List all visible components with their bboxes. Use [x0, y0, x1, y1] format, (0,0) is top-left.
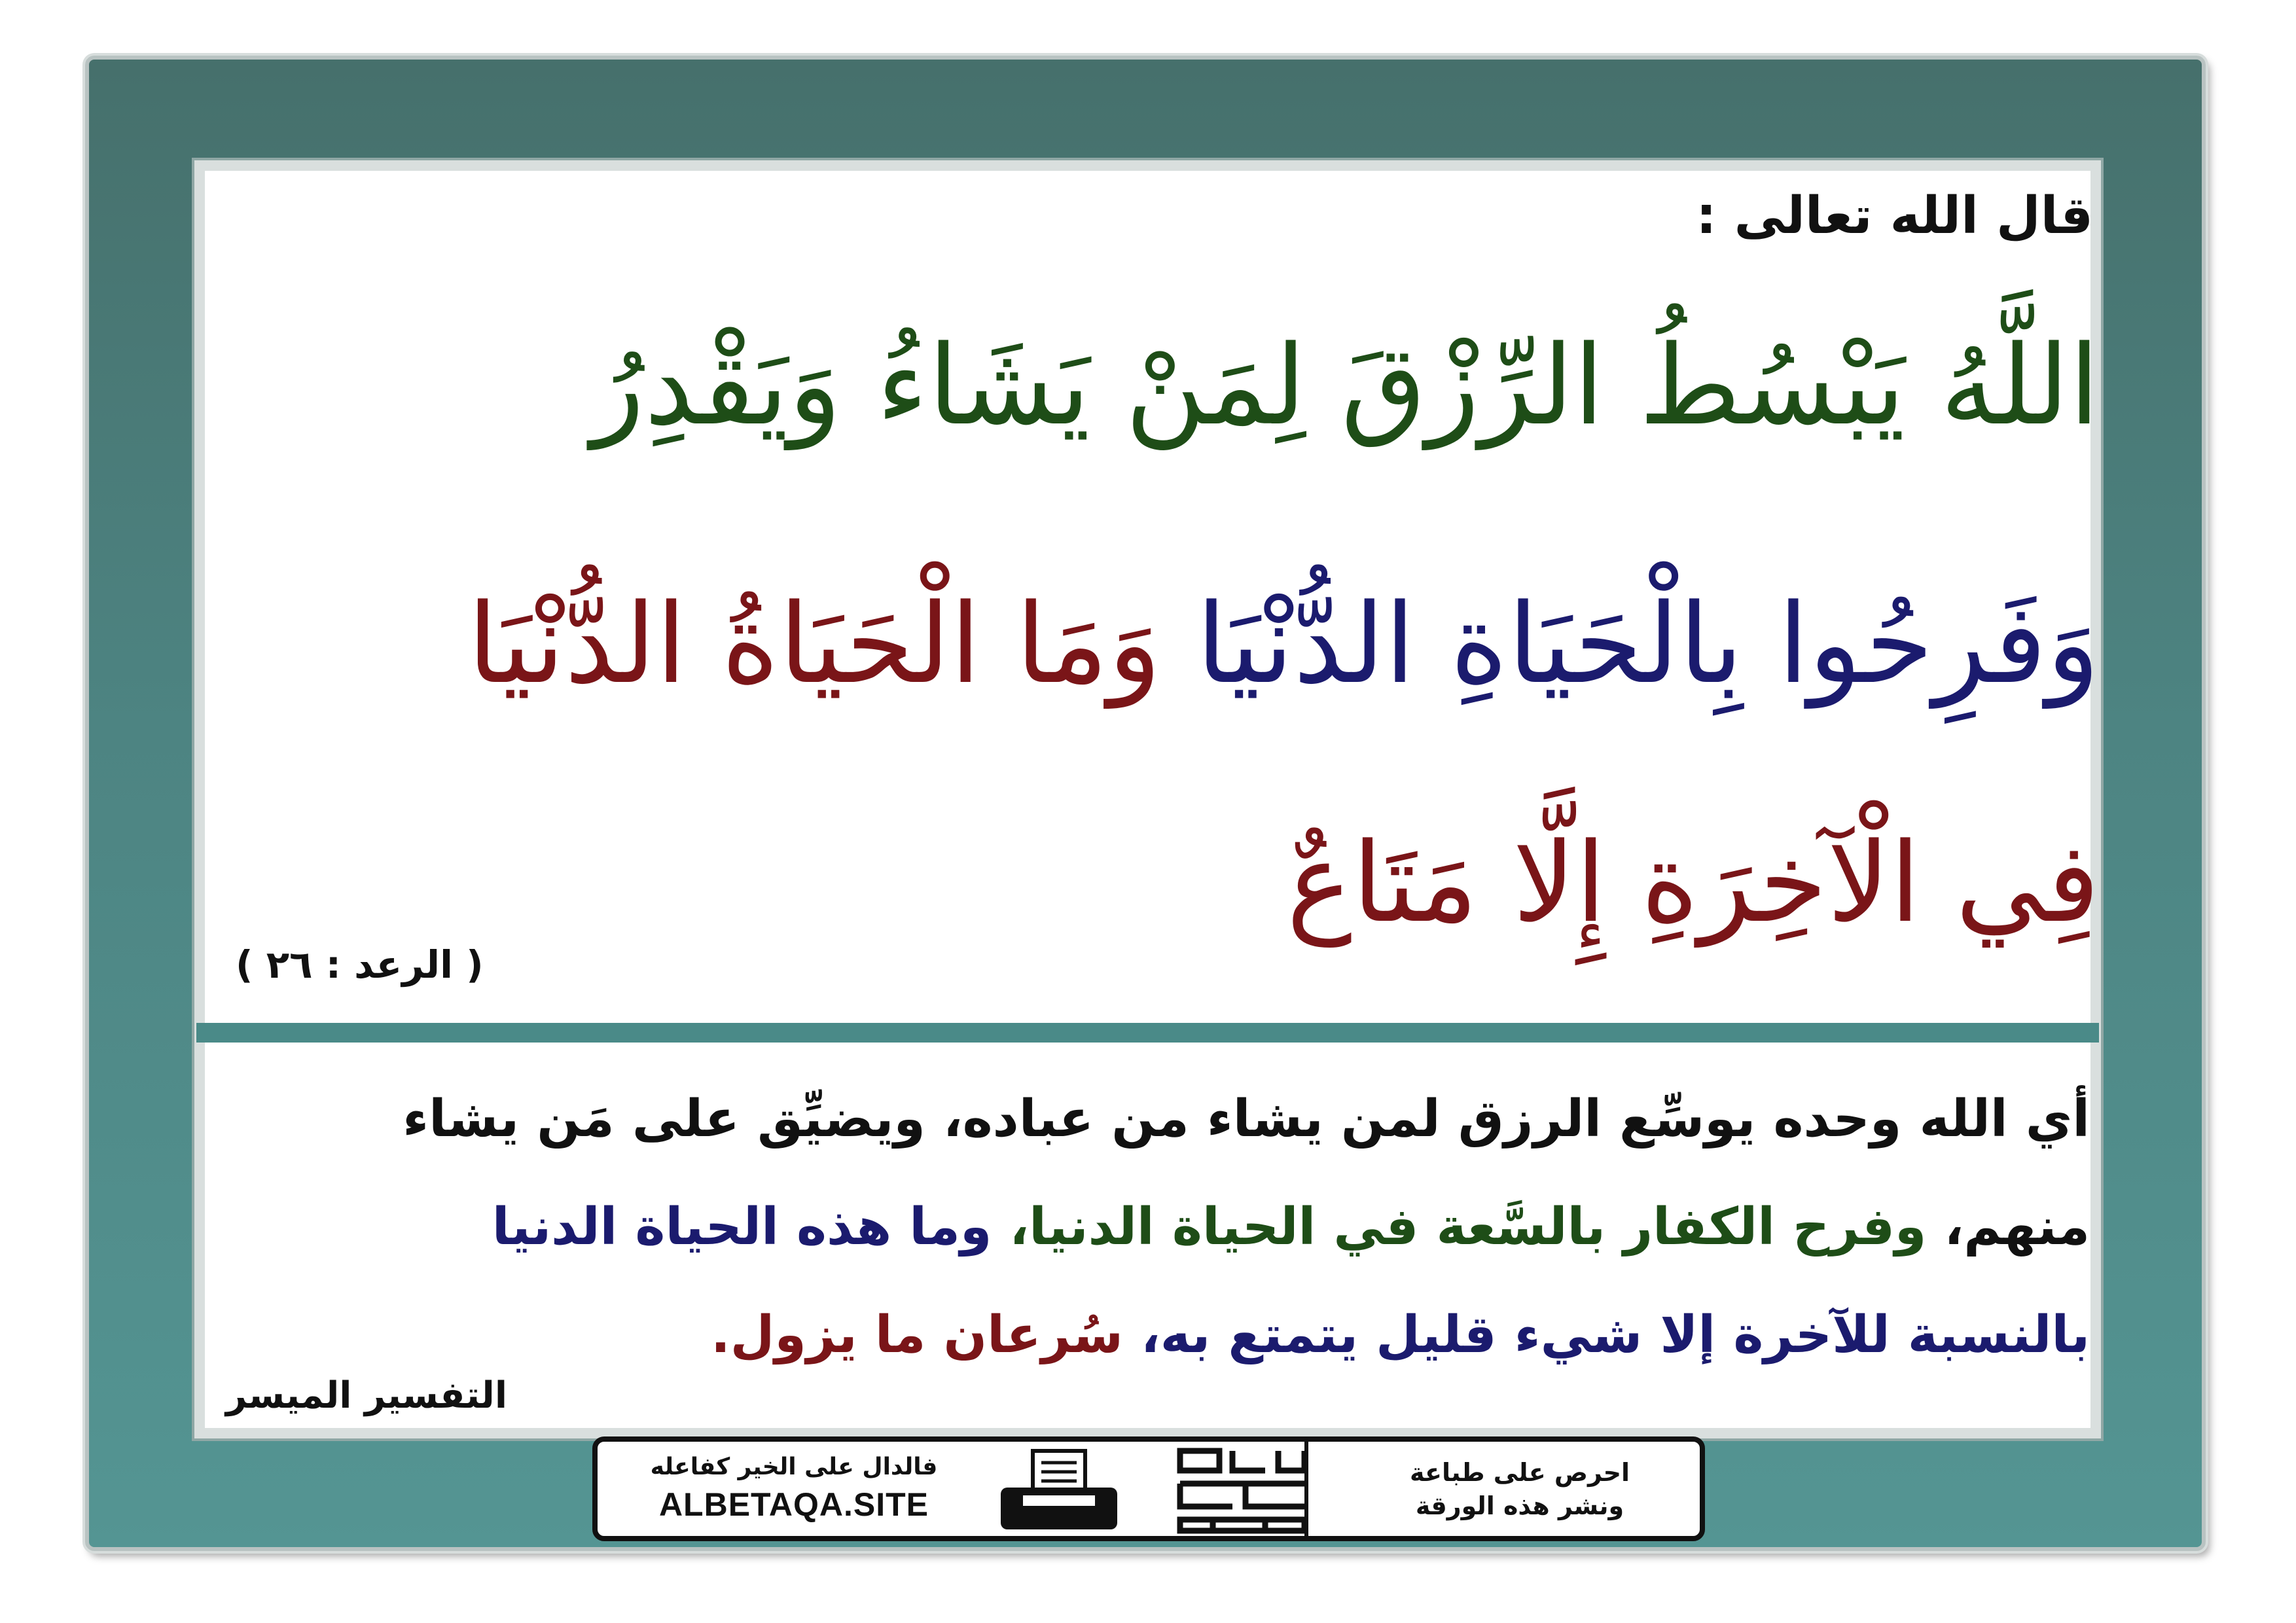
footer-site-link[interactable]: ALBETAQA.SITE	[658, 1486, 929, 1523]
footer-site-block	[611, 1454, 977, 1524]
footer-bar	[592, 1436, 1705, 1541]
explanation-line-2	[492, 1198, 2090, 1257]
explanation-line-3-a: بالنسبة للآخرة إلا شيء قليل يتمتع به،	[1141, 1306, 2090, 1364]
footer-print-note	[1366, 1456, 1674, 1524]
verse-line-1: اللَّهُ يَبْسُطُ الرِّزْقَ لِمَنْ يَشَاءُ وَيَقْدِرُ	[591, 321, 2100, 450]
tafsir-source: التفسير الميسر	[226, 1374, 508, 1417]
explanation-line-2-a: منهم،	[1944, 1198, 2090, 1257]
footer-divider	[1304, 1442, 1308, 1536]
intro-heading: قال الله تعالى :	[1696, 187, 2093, 245]
printer-icon	[997, 1448, 1121, 1533]
explanation-line-2-b: وفرح الكفار بالسَّعة في الحياة الدنيا،	[1009, 1198, 1927, 1257]
explanation-line-3	[711, 1306, 2090, 1364]
verse-line-3: فِي الْآخِرَةِ إِلَّا مَتَاعٌ	[1286, 819, 2100, 947]
footer-print-line-2: ونشر هذه الورقة	[1415, 1491, 1624, 1521]
verse-line-2	[467, 580, 2100, 708]
footer-print-line-1: احرص على طباعة	[1409, 1458, 1630, 1487]
explanation-line-2-c: وما هذه الحياة الدنيا	[492, 1198, 992, 1257]
verse-line-2-part-2: وَمَا الْحَيَاةُ الدُّنْيَا	[467, 580, 1162, 708]
explanation-line-3-b: سُرعان ما يزول.	[711, 1306, 1123, 1364]
footer-slogan: فالدال على الخير كفاعله	[650, 1454, 938, 1480]
explanation-line-1: أي الله وحده يوسِّع الرزق لمن يشاء من عباده، ويضيِّق على مَن يشاء	[403, 1090, 2090, 1149]
albetaqa-logo-icon	[1174, 1444, 1311, 1536]
section-divider	[196, 1023, 2099, 1043]
verse-line-2-part-1: وَفَرِحُوا بِالْحَيَاةِ الدُّنْيَا	[1196, 580, 2100, 708]
verse-reference: ( الرعد : ٢٦ )	[236, 942, 484, 987]
